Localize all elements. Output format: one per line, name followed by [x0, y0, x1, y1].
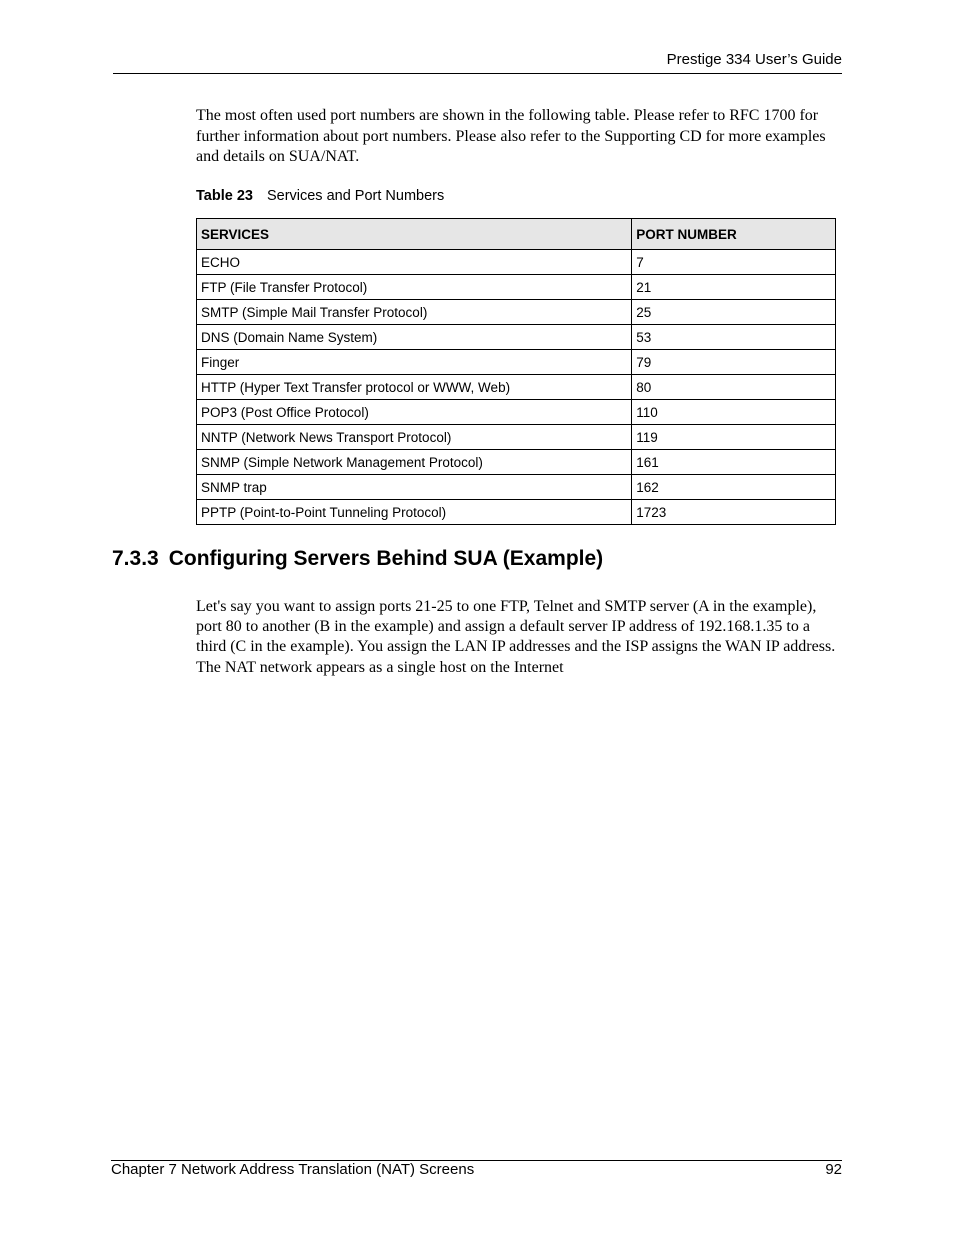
services-port-table	[196, 218, 836, 525]
header-services: SERVICES	[197, 219, 632, 250]
service-cell: Finger	[197, 350, 632, 375]
service-cell: SNMP (Simple Network Management Protocol)	[197, 450, 632, 475]
footer-chapter-title: Chapter 7 Network Address Translation (NAT) Screens	[111, 1161, 475, 1178]
section-body-paragraph: Let's say you want to assign ports 21-25 to one FTP, Telnet and SMTP server (A in the example), port 80 to another (B in the example) and assign a default server IP address of 192.168.1.35 to a third (C in the example). You assign the LAN IP addresses and the ISP assigns the WAN IP address. The NAT network appears as a single host on the Internet	[196, 598, 836, 676]
port-cell: 25	[632, 300, 836, 325]
page-number: 92	[825, 1161, 842, 1178]
table-row	[197, 275, 836, 300]
port-cell: 161	[632, 450, 836, 475]
table-row	[197, 500, 836, 525]
table-row	[197, 425, 836, 450]
table-row	[197, 325, 836, 350]
service-cell: HTTP (Hyper Text Transfer protocol or WWW, Web)	[197, 375, 632, 400]
table-row	[197, 250, 836, 275]
service-cell: FTP (File Transfer Protocol)	[197, 275, 632, 300]
table-caption	[196, 188, 444, 204]
port-cell: 80	[632, 375, 836, 400]
service-cell: NNTP (Network News Transport Protocol)	[197, 425, 632, 450]
intro-paragraph: The most often used port numbers are shown in the following table. Please refer to RFC 1700 for further information about port numbers. Please also refer to the Supporting CD for more examples and details on SUA/NAT.	[196, 107, 826, 165]
table-row	[197, 450, 836, 475]
service-cell: SMTP (Simple Mail Transfer Protocol)	[197, 300, 632, 325]
header-divider	[113, 73, 842, 74]
port-cell: 162	[632, 475, 836, 500]
table-row	[197, 350, 836, 375]
port-cell: 1723	[632, 500, 836, 525]
section-number: 7.3.3	[112, 547, 159, 570]
service-cell: DNS (Domain Name System)	[197, 325, 632, 350]
table-header-row	[197, 219, 836, 250]
table-caption-label: Table 23	[196, 188, 253, 204]
service-cell: PPTP (Point-to-Point Tunneling Protocol)	[197, 500, 632, 525]
section-heading	[112, 547, 603, 571]
section-title: Configuring Servers Behind SUA (Example)	[168, 547, 604, 570]
service-cell: SNMP trap	[197, 475, 632, 500]
port-cell: 110	[632, 400, 836, 425]
port-cell: 119	[632, 425, 836, 450]
header-port-number: PORT NUMBER	[632, 219, 836, 250]
port-cell: 21	[632, 275, 836, 300]
table-caption-text: Services and Port Numbers	[266, 188, 445, 204]
service-cell: POP3 (Post Office Protocol)	[197, 400, 632, 425]
table-row	[197, 300, 836, 325]
running-header-title: Prestige 334 User’s Guide	[666, 51, 842, 68]
service-cell: ECHO	[197, 250, 632, 275]
table-row	[197, 400, 836, 425]
port-cell: 79	[632, 350, 836, 375]
table-row	[197, 475, 836, 500]
table-row	[197, 375, 836, 400]
port-cell: 7	[632, 250, 836, 275]
port-cell: 53	[632, 325, 836, 350]
